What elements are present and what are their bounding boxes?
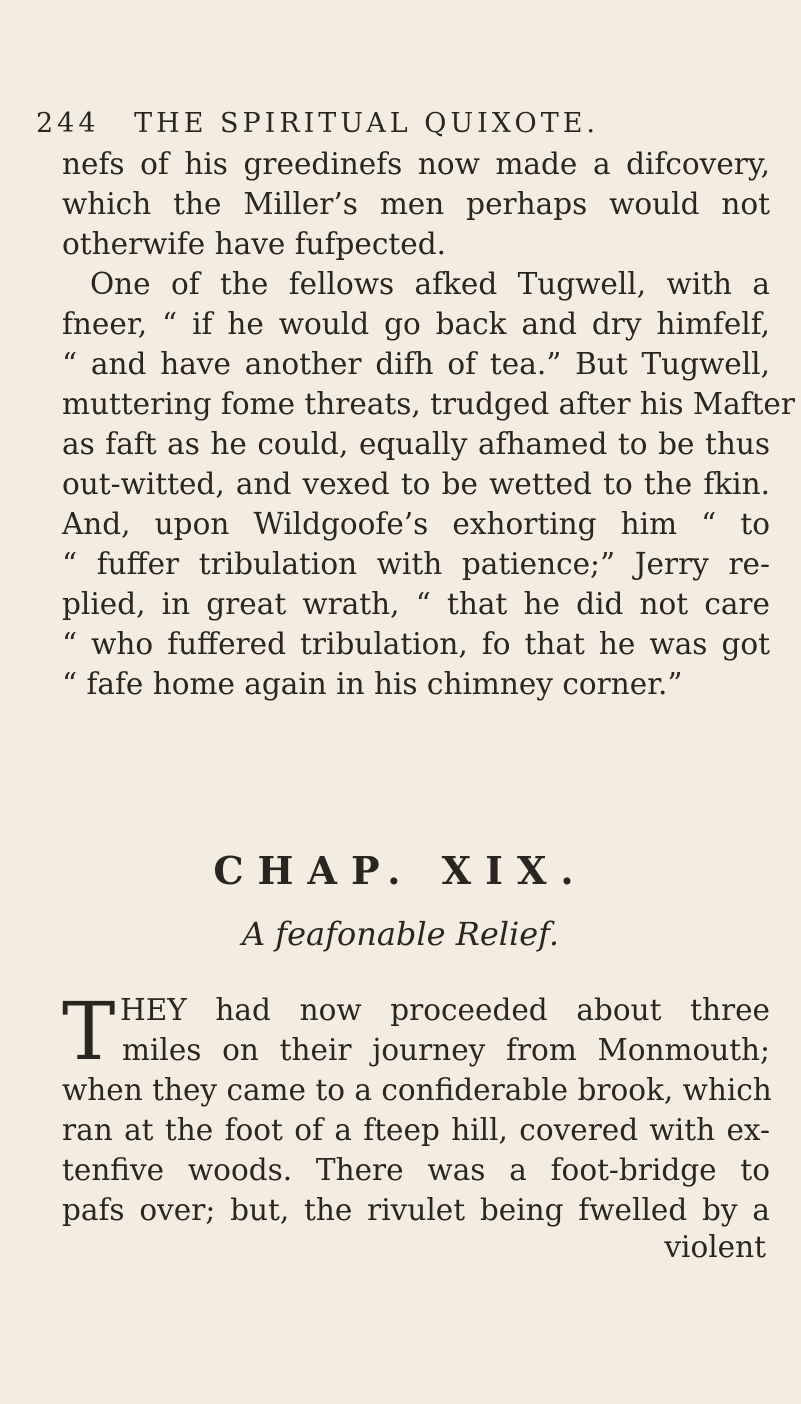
text-line: muttering fome threats, trudged after his Mafter <box>62 387 795 421</box>
text-line: nefs of his greedinefs now made a difcovery, <box>62 147 770 181</box>
text-line: “ fafe home again in his chimney corner.” <box>62 667 683 701</box>
running-header <box>36 108 776 139</box>
text-line: plied, in great wrath, “ that he did not care <box>62 587 770 621</box>
chapter-heading: CHAP. XIX. <box>213 848 588 893</box>
text-line: out-witted, and vexed to be wetted to the fkin. <box>62 467 770 501</box>
text-line: “ fuffer tribulation with patience;” Jerry re- <box>62 547 770 581</box>
text-line: One of the fellows afked Tugwell, with a <box>90 267 770 301</box>
text-line: And, upon Wildgoofe’s exhorting him “ to <box>62 507 770 541</box>
text-line: when they came to a confiderable brook, which <box>62 1073 772 1107</box>
text-line: as faft as he could, equally afhamed to be thus <box>62 427 770 461</box>
text-line: tenfive woods. There was a foot-bridge to <box>62 1153 770 1187</box>
text-line: “ who fuffered tribulation, fo that he was got <box>62 627 770 661</box>
drop-cap: T <box>62 985 116 1078</box>
text-line: pafs over; but, the rivulet being fwelled by a <box>62 1193 770 1227</box>
chapter-title: A feafonable Relief. <box>241 915 560 953</box>
text-line: which the Miller’s men perhaps would not <box>62 187 770 221</box>
text-line: otherwife have fufpected. <box>62 227 446 261</box>
text-line: ran at the foot of a fteep hill, covered with ex- <box>62 1113 770 1147</box>
text-line: “ and have another difh of tea.” But Tugwell, <box>62 347 770 381</box>
text-line: HEY had now proceeded about three <box>120 993 770 1027</box>
running-title: THE SPIRITUAL QUIXOTE. <box>134 108 599 139</box>
text-line: miles on their journey from Monmouth; <box>122 1033 770 1067</box>
text-line: fneer, “ if he would go back and dry himfelf, <box>62 307 770 341</box>
paragraph-1 <box>62 144 795 704</box>
catchword: violent <box>664 1230 766 1264</box>
page-number: 244 <box>36 108 100 139</box>
paragraph-2 <box>62 985 772 1230</box>
